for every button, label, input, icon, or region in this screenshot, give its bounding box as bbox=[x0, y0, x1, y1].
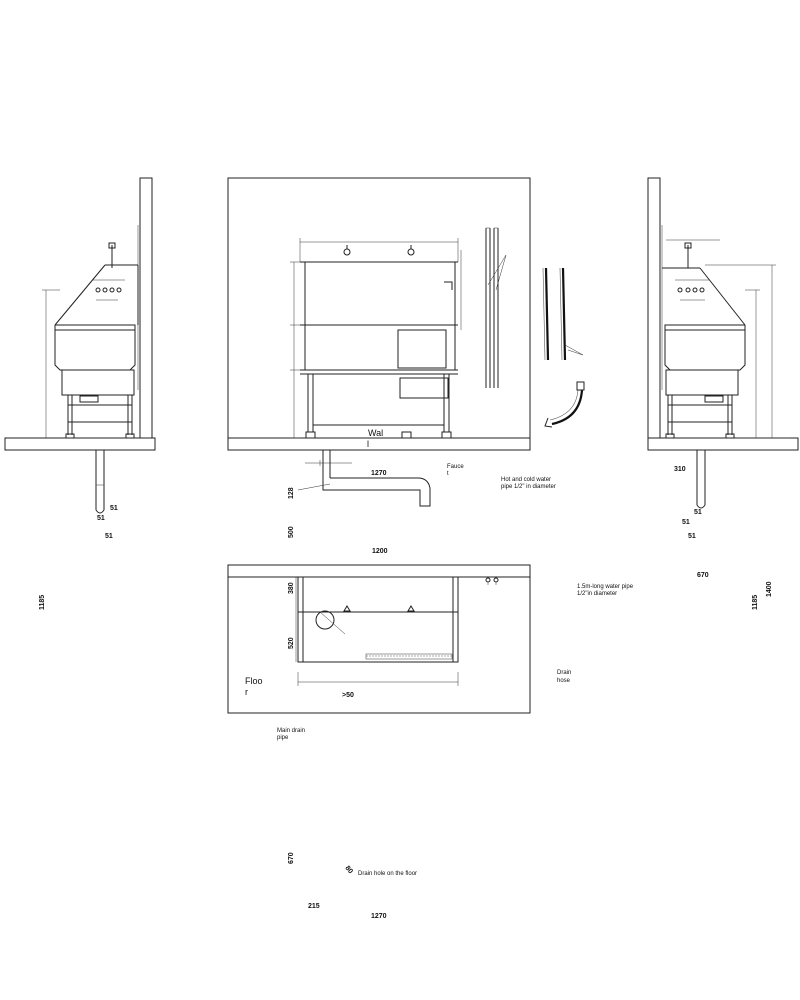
drain-hose-label-cont: hose bbox=[557, 678, 571, 684]
water-pipe-label: 1.5m-long water pipe bbox=[577, 584, 634, 590]
dim-1400: 1400 bbox=[766, 581, 773, 597]
floor-label: Floo bbox=[245, 676, 263, 686]
dim-80: 80 bbox=[343, 864, 354, 876]
plan-view bbox=[228, 565, 530, 713]
dimension-values bbox=[39, 466, 773, 920]
hot-cold-pipe-label-cont: pipe 1/2" in diameter bbox=[501, 484, 556, 490]
dim-51-c: 51 bbox=[105, 533, 113, 540]
faucet-label-cont: t bbox=[447, 471, 449, 477]
dim-670-right: 670 bbox=[697, 572, 709, 579]
left-side-view bbox=[5, 178, 155, 513]
wall-label-cont: l bbox=[367, 439, 369, 449]
hoses bbox=[543, 268, 584, 427]
dim-128: 128 bbox=[288, 487, 295, 499]
dim-1185-left: 1185 bbox=[39, 594, 46, 610]
main-drain-label: Main drain bbox=[277, 728, 306, 734]
main-drain-label-cont: pipe bbox=[277, 735, 289, 741]
dim-520: 520 bbox=[288, 637, 295, 649]
water-pipe-label-cont: 1/2"in diameter bbox=[577, 591, 618, 597]
dim-51-d: 51 bbox=[694, 509, 702, 516]
dim-51-a: 51 bbox=[110, 505, 118, 512]
dim-51-f: 51 bbox=[688, 533, 696, 540]
dim-670-left: 670 bbox=[288, 852, 295, 864]
dim-215: 215 bbox=[308, 903, 320, 910]
front-view bbox=[228, 178, 530, 506]
dim-51-e: 51 bbox=[682, 519, 690, 526]
dim-380: 380 bbox=[288, 582, 295, 594]
dim-500: 500 bbox=[288, 526, 295, 538]
faucet-label: Fauce bbox=[447, 464, 464, 470]
right-side-view bbox=[648, 178, 798, 508]
drain-hose-label: Drain bbox=[557, 670, 572, 676]
dim-gt50: >50 bbox=[342, 692, 354, 699]
dim-310: 310 bbox=[674, 466, 686, 473]
drain-hole-label: Drain hole on the floor bbox=[358, 871, 418, 877]
dim-1185-right: 1185 bbox=[752, 594, 759, 610]
floor-label-cont: r bbox=[245, 687, 248, 697]
hot-cold-pipe-label: Hot and cold water bbox=[501, 477, 552, 483]
dim-1270-top: 1270 bbox=[371, 470, 387, 477]
dim-1270-bottom: 1270 bbox=[371, 913, 387, 920]
dim-1200: 1200 bbox=[372, 548, 388, 555]
dim-51-b: 51 bbox=[97, 515, 105, 522]
wall-label: Wal bbox=[368, 428, 384, 438]
